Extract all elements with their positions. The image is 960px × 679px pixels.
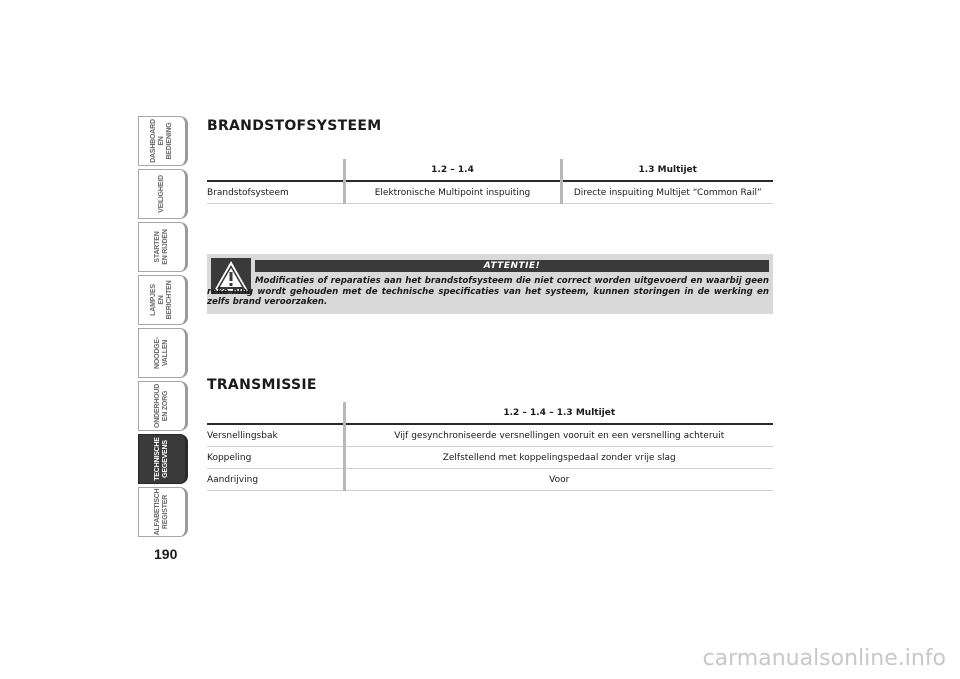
cell-value: Elektronische Multipoint inspuiting: [344, 181, 561, 204]
column-header: 1.2 – 1.4: [344, 159, 561, 181]
warning-heading: ATTENTIE!: [255, 260, 769, 272]
cell-value: Vijf gesynchroniseerde versnellingen vooruit en een versnelling achteruit: [344, 424, 773, 447]
cell-value: Directe inspuiting Multijet “Common Rail”: [561, 181, 773, 204]
warning-box: [207, 254, 773, 314]
table-row: [207, 469, 773, 491]
tab-label: ALFABETISCH REGISTER: [154, 488, 169, 536]
table-header-row: [207, 159, 773, 181]
column-header: 1.3 Multijet: [561, 159, 773, 181]
column-header: 1.2 – 1.4 – 1.3 Multijet: [344, 402, 773, 424]
tab-label: ONDERHOUD EN ZORG: [154, 383, 169, 429]
chapter-tabs: [138, 116, 190, 540]
tab-alfabetisch-register[interactable]: [138, 487, 188, 537]
transmission-section-title: TRANSMISSIE: [207, 377, 317, 393]
row-label: Versnellingsbak: [207, 424, 344, 447]
watermark: carmanualsonline.info: [702, 646, 946, 671]
tab-label: STARTEN EN RIJDEN: [154, 229, 169, 265]
tab-technische-gegevens[interactable]: [138, 434, 188, 484]
fuel-section-title: BRANDSTOFSYSTEEM: [207, 118, 382, 134]
table-row: [207, 424, 773, 447]
row-label: Aandrijving: [207, 469, 344, 491]
table-row: [207, 447, 773, 469]
tab-starten[interactable]: [138, 222, 188, 272]
header-empty: [207, 159, 344, 181]
transmission-table: [207, 402, 773, 491]
tab-lampjes[interactable]: [138, 275, 188, 325]
tab-label: DASHBOARD EN BEDIENING: [150, 119, 173, 163]
tab-label: LAMPJES EN BERICHTEN: [150, 280, 173, 320]
page-number: 190: [154, 546, 178, 562]
cell-value: Zelfstellend met koppelingspedaal zonder vrije slag: [344, 447, 773, 469]
tab-label: NOODGE- VALLEN: [154, 336, 169, 370]
row-label: Koppeling: [207, 447, 344, 469]
row-label: Brandstofsysteem: [207, 181, 344, 204]
tab-noodgevallen[interactable]: [138, 328, 188, 378]
tab-label: TECHNISCHE GEGEVENS: [154, 437, 169, 481]
header-empty: [207, 402, 344, 424]
tab-veiligheid[interactable]: [138, 169, 188, 219]
tab-onderhoud[interactable]: [138, 381, 188, 431]
table-header-row: [207, 402, 773, 424]
table-row: [207, 181, 773, 204]
tab-dashboard[interactable]: [138, 116, 188, 166]
fuel-table: [207, 159, 773, 204]
warning-text: Modificaties of reparaties aan het brandstofsysteem die niet correct worden uitgevoerd en waarbij geen reke-ning wordt gehouden met de technische specificaties van het systeem, kunnen storingen in de werking en zelfs brand veroorzaken.: [207, 276, 769, 307]
cell-value: Voor: [344, 469, 773, 491]
tab-label: VEILIGHEID: [158, 175, 165, 213]
